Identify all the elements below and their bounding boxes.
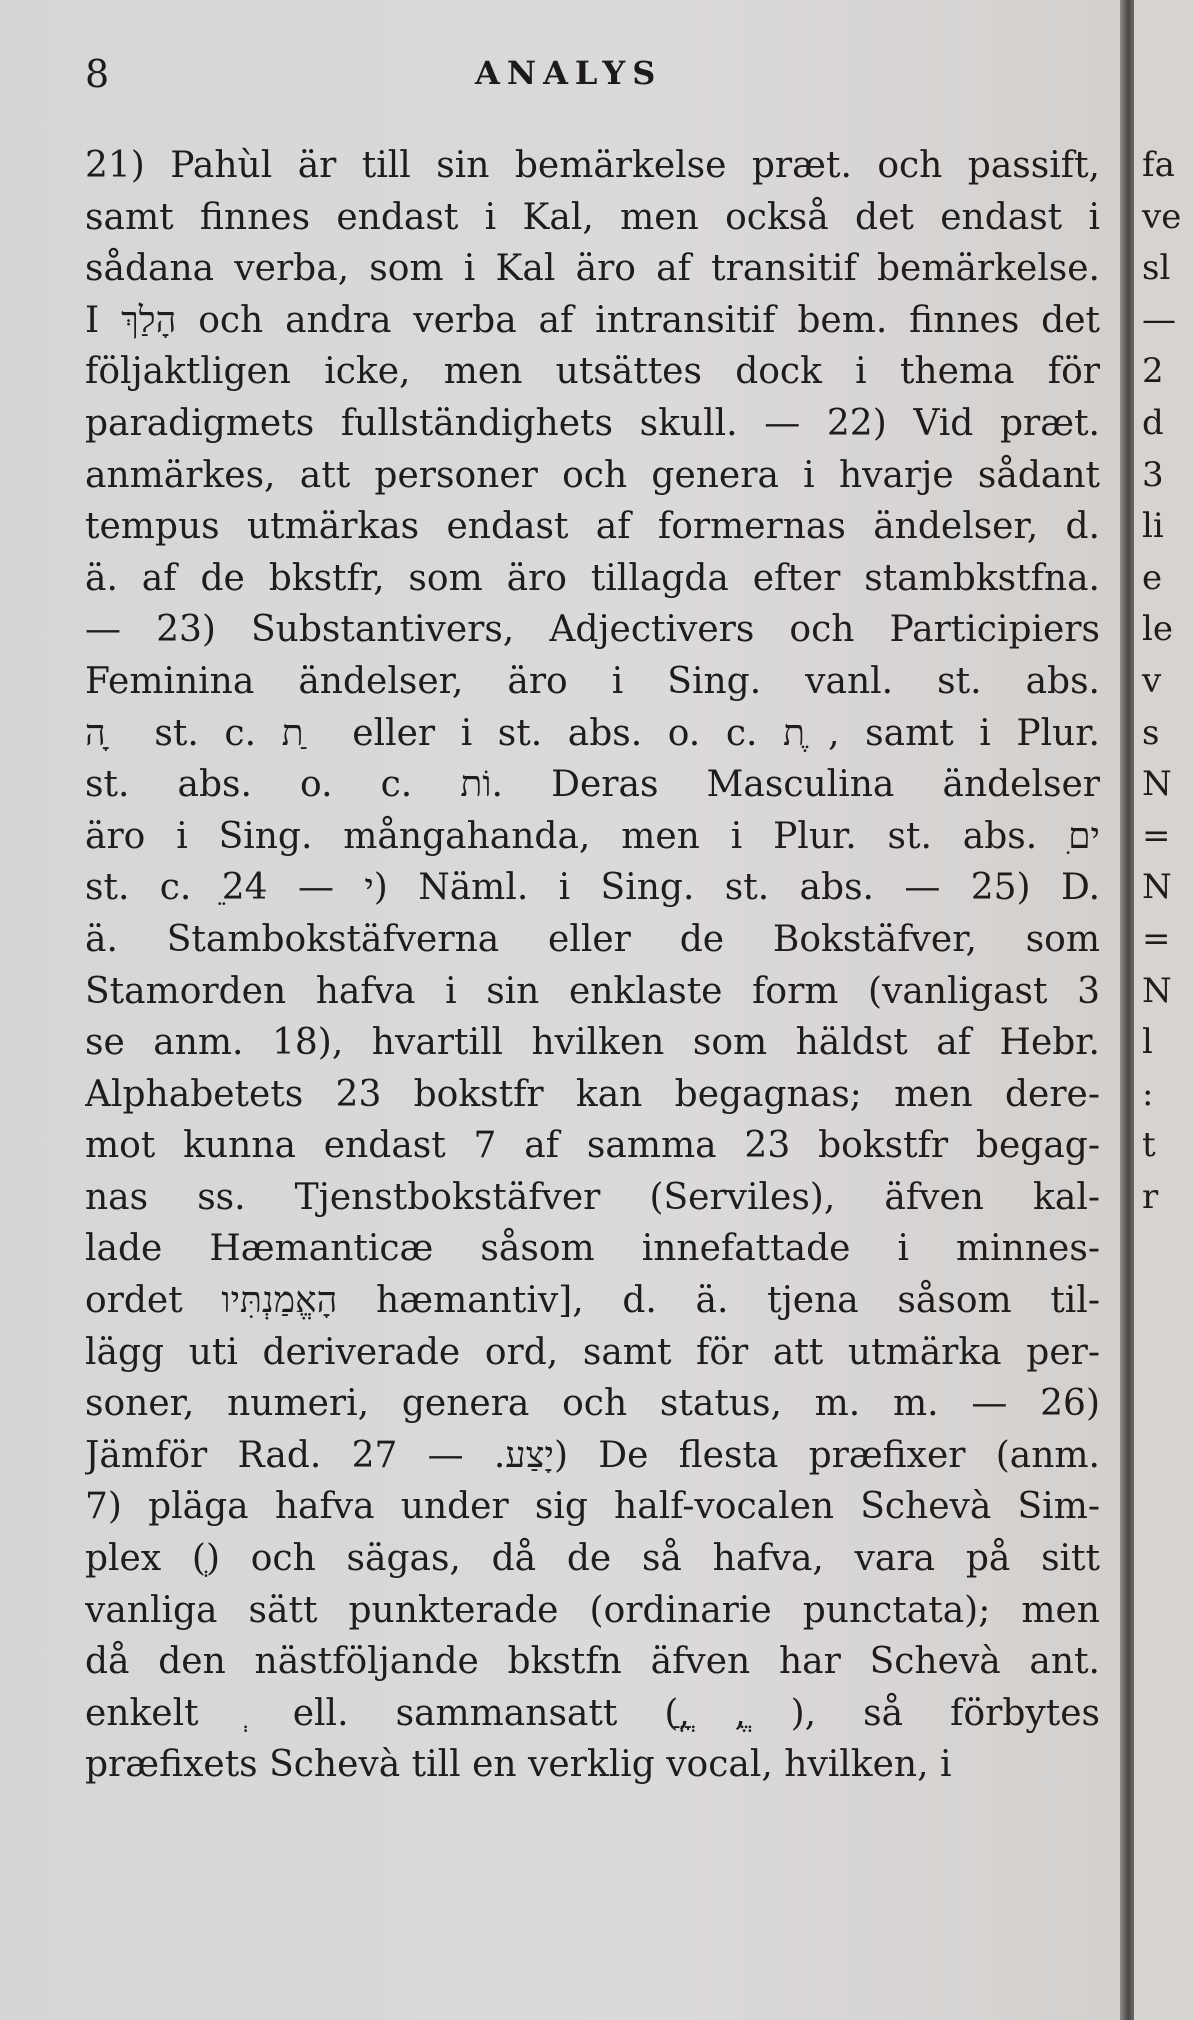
adjacent-page-fragment: v xyxy=(1142,660,1162,701)
text-line: Alphabetets 23 bokstfr kan begagnas; men dere- xyxy=(85,1073,1100,1115)
adjacent-page-fragment: sl xyxy=(1142,248,1171,289)
text-line: ה ָ st. c. ת ַ eller i st. abs. o. c. ת ֶ, samt i Plur. xyxy=(85,712,1100,754)
adjacent-page-edge xyxy=(1134,0,1194,2020)
text-line: I הָלַךְ och andra verba af intransitif bem. finnes det xyxy=(85,299,1100,341)
adjacent-page-fragment: li xyxy=(1142,506,1164,547)
adjacent-page-fragment: = xyxy=(1142,918,1171,959)
text-line: följaktligen icke, men utsättes dock i thema för xyxy=(85,351,1100,393)
adjacent-page-fragment: fa xyxy=(1142,145,1175,185)
adjacent-page-fragment: le xyxy=(1142,609,1173,650)
text-line: samt finnes endast i Kal, men också det endast i xyxy=(85,196,1100,238)
page-number: 8 xyxy=(85,52,110,96)
adjacent-page-fragments xyxy=(1134,140,1181,1223)
text-line: enkelt ְ ell. sammansatt (ֲ, ֳ, ֱ), så förbytes xyxy=(85,1692,1100,1734)
adjacent-page-fragment: N xyxy=(1142,970,1172,1011)
running-head: ANALYS xyxy=(475,54,663,92)
text-line: 21) Pahùl är till sin bemärkelse præt. och passift, xyxy=(85,145,1100,186)
text-line: paradigmets fullständighets skull. — 22) Vid præt. xyxy=(85,402,1100,444)
text-line: mot kunna endast 7 af samma 23 bokstfr begag- xyxy=(85,1125,1100,1167)
text-line: då den nästföljande bkstfn äfven har Schevà ant. xyxy=(85,1641,1100,1683)
text-line: tempus utmärkas endast af formernas ändelser, d. xyxy=(85,506,1100,548)
text-line: sådana verba, som i Kal äro af transitif bemärkelse. xyxy=(85,248,1100,290)
adjacent-page-fragment: : xyxy=(1142,1073,1154,1114)
text-line: soner, numeri, genera och status, m. m. — 26) xyxy=(85,1383,1100,1425)
adjacent-page-fragment: d xyxy=(1142,402,1164,443)
text-line: Jämför Rad. יָצַע. — 27) De flesta præfixer (anm. xyxy=(85,1434,1100,1476)
text-line: — 23) Substantivers, Adjectivers och Participiers xyxy=(85,609,1100,651)
book-gutter xyxy=(1120,0,1134,2020)
text-line: äro i Sing. mångahanda, men i Plur. st. abs. ִים xyxy=(85,815,1100,857)
adjacent-page-fragment: r xyxy=(1142,1176,1159,1217)
body-text xyxy=(85,140,1100,1791)
page-header xyxy=(85,52,1115,102)
text-line: vanliga sätt punkterade (ordinarie punctata); men xyxy=(85,1589,1100,1631)
text-line: Stamorden hafva i sin enklaste form (vanligast 3 xyxy=(85,970,1100,1012)
text-line: plex (ְ) och sägas, då de så hafva, vara på sitt xyxy=(85,1538,1100,1580)
adjacent-page-fragment: N xyxy=(1142,867,1172,908)
text-line: Feminina ändelser, äro i Sing. vanl. st. abs. xyxy=(85,660,1100,702)
adjacent-page-fragment: — xyxy=(1142,299,1176,340)
text-line: lägg uti deriverade ord, samt för att utmärka per- xyxy=(85,1331,1100,1373)
adjacent-page-fragment: N xyxy=(1142,764,1172,805)
text-line: st. c. ֵי — 24) Näml. i Sing. st. abs. — 25) D. xyxy=(85,867,1100,909)
adjacent-page-fragment: ve xyxy=(1142,196,1182,237)
text-line: st. abs. o. c. וֹת. Deras Masculina ändelser xyxy=(85,764,1100,806)
adjacent-page-fragment: 3 xyxy=(1142,454,1164,495)
text-line: ä. af de bkstfr, som äro tillagda efter stambkstfna. xyxy=(85,557,1100,599)
adjacent-page-fragment: = xyxy=(1142,815,1171,856)
text-line: lade Hæmanticæ såsom innefattade i minnes- xyxy=(85,1228,1100,1270)
adjacent-page-fragment: t xyxy=(1142,1125,1156,1166)
adjacent-page-fragment: s xyxy=(1142,712,1160,753)
adjacent-page-fragment: e xyxy=(1142,557,1163,598)
text-line: anmärkes, att personer och genera i hvarje sådant xyxy=(85,454,1100,496)
text-line: se anm. 18), hvartill hvilken som häldst af Hebr. xyxy=(85,1022,1100,1064)
text-line: præfixets Schevà till en verklig vocal, hvilken, i xyxy=(85,1744,952,1786)
adjacent-page-fragment: 2 xyxy=(1142,351,1164,392)
text-line: ä. Stambokstäfverna eller de Bokstäfver, som xyxy=(85,918,1100,960)
text-line: nas ss. Tjenstbokstäfver (Serviles), äfven kal- xyxy=(85,1176,1100,1218)
adjacent-page-fragment: l xyxy=(1142,1022,1153,1063)
text-line: 7) pläga hafva under sig half-vocalen Schevà Sim- xyxy=(85,1486,1100,1528)
text-line: ordet הָאֱמַנְתִּיו hæmantiv], d. ä. tjena såsom til- xyxy=(85,1280,1100,1322)
